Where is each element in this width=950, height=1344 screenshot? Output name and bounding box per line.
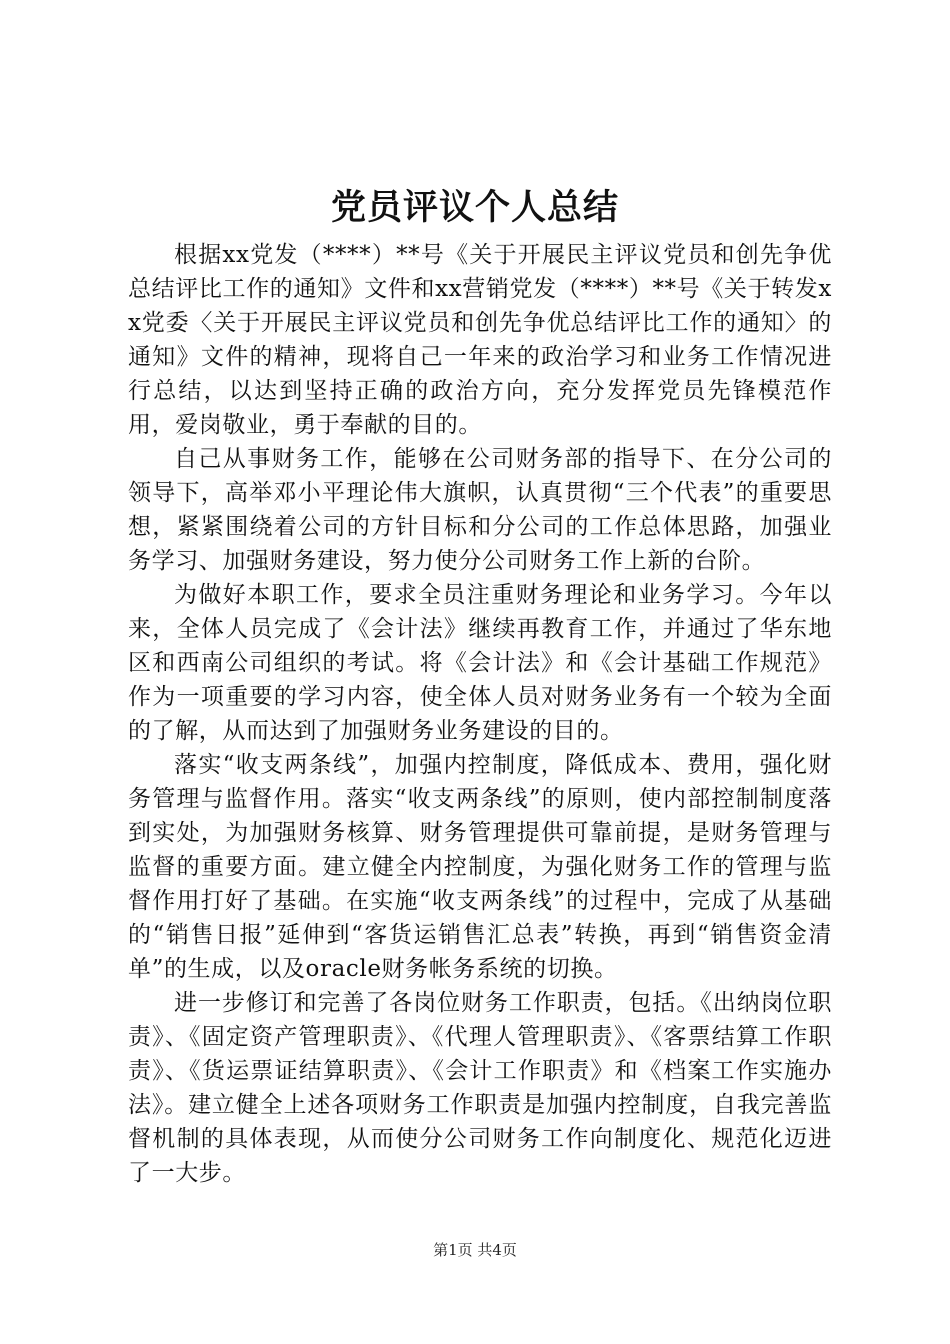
paragraph: 根据xx党发（****）**号《关于开展民主评议党员和创先争优总结评比工作的通知》文件和xx营销党发（****）**号《关于转发xx党委〈关于开展民主评议党员和创先争优总结评比工作的通知〉的通知》文件的精神，现将自己一年来的政治学习和业务工作情况进行总结，以达到坚持正确的政治方向，充分发挥党员先锋模范作用，爱岗敬业，勇于奉献的目的。 — [128, 242, 832, 438]
paragraph: 为做好本职工作，要求全员注重财务理论和业务学习。今年以来，全体人员完成了《会计法》继续再教育工作，并通过了华东地区和西南公司组织的考试。将《会计法》和《会计基础工作规范》作为一项重要的学习内容，使全体人员对财务业务有一个较为全面的了解，从而达到了加强财务业务建设的目的。 — [128, 582, 832, 744]
paragraph: 落实“收支两条线”，加强内控制度，降低成本、费用，强化财务管理与监督作用。落实“收支两条线”的原则，使内部控制制度落到实处，为加强财务核算、财务管理提供可靠前提，是财务管理与监督的重要方面。建立健全内控制度，为强化财务工作的管理与监督作用打好了基础。在实施“收支两条线”的过程中，完成了从基础的“销售日报”延伸到“客货运销售汇总表”转换，再到“销售资金清单”的生成，以及oracle财务帐务系统的切换。 — [128, 752, 832, 982]
paragraph: 进一步修订和完善了各岗位财务工作职责，包括。《出纳岗位职责》、《固定资产管理职责》、《代理人管理职责》、《客票结算工作职责》、《货运票证结算职责》、《会计工作职责》和《档案工作实施办法》。建立健全上述各项财务工作职责是加强内控制度，自我完善监督机制的具体表现，从而使分公司财务工作向制度化、规范化迈进了一大步。 — [128, 990, 832, 1186]
paragraph: 自己从事财务工作，能够在公司财务部的指导下、在分公司的领导下，高举邓小平理论伟大旗帜，认真贯彻“三个代表”的重要思想，紧紧围绕着公司的方针目标和分公司的工作总体思路，加强业务学习、加强财务建设，努力使分公司财务工作上新的台阶。 — [128, 446, 832, 574]
document-title: 党员评议个人总结 — [330, 188, 619, 228]
document-body — [128, 238, 832, 1190]
page-number-footer: 第1页 共4页 — [433, 1241, 517, 1259]
